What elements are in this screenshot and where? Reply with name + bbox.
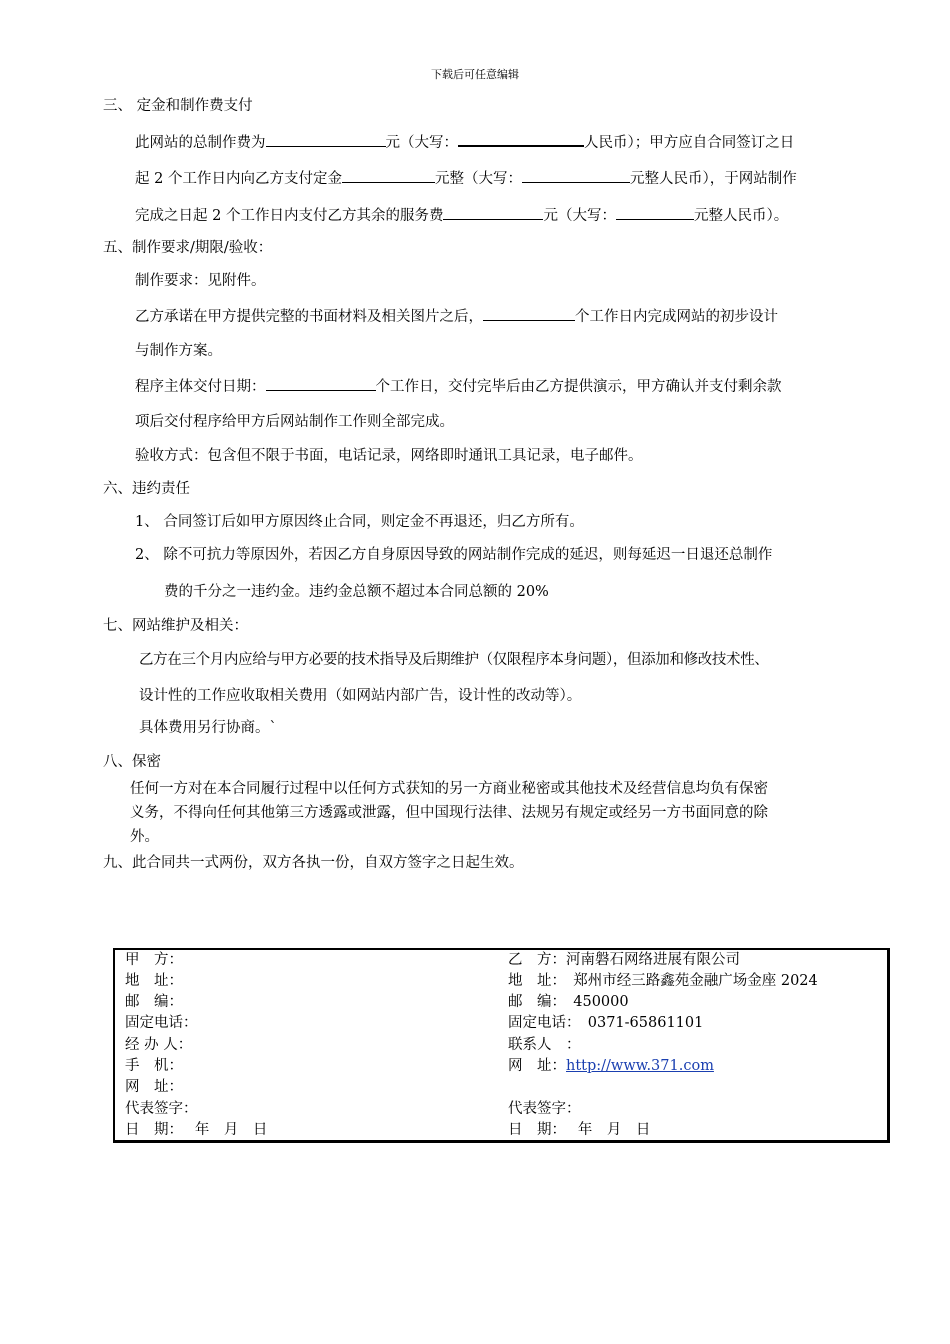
- s3-l3-text-a: 完成之日起 2 个工作日内支付乙方其余的服务费: [135, 208, 444, 224]
- s7-para-3: 具体费用另行协商。`: [139, 720, 277, 736]
- s5-p2-text-b: 个工作日，交付完毕后由乙方提供演示，甲方确认并支付剩余款: [375, 379, 782, 395]
- s5-para-1: [135, 305, 778, 327]
- party-a-date: 日 期： 年 月 日: [125, 1122, 268, 1138]
- design-days-blank: [483, 305, 575, 321]
- s3-l3-text-c: 元整人民币）。: [693, 208, 789, 224]
- delivery-days-blank: [266, 375, 376, 391]
- s3-l2-text-c: 元整人民币），于网站制作: [629, 171, 797, 187]
- party-b-name: 乙 方：河南磐石网络进展有限公司: [508, 952, 740, 968]
- section-9: 九、此合同共一式两份，双方各执一份，自双方签字之日起生效。: [103, 855, 524, 871]
- s6-item-1: 1、 合同签订后如甲方原因终止合同，则定金不再退还，归乙方所有。: [135, 514, 584, 530]
- party-a-name: 甲 方：: [125, 952, 183, 968]
- s5-para-2: [135, 375, 782, 397]
- deposit-blank: [342, 167, 435, 183]
- party-b-website-link[interactable]: http://www.371.com: [566, 1058, 714, 1074]
- s7-para-1: 乙方在三个月内应给与甲方必要的技术指导及后期维护（仅限程序本身问题），但添加和修改技术性、: [139, 652, 769, 668]
- s5-p1-text-a: 乙方承诺在甲方提供完整的书面材料及相关图片之后，: [135, 309, 483, 325]
- party-b-signature: 代表签字：: [508, 1101, 581, 1117]
- s5-acceptance: 验收方式：包含但不限于书面，电话记录，网络即时通讯工具记录，电子邮件。: [135, 448, 643, 464]
- s5-p1-text-b: 个工作日内完成网站的初步设计: [575, 309, 778, 325]
- s7-para-2: 设计性的工作应收取相关费用（如网站内部广告，设计性的改动等）。: [139, 688, 582, 704]
- party-b-phone: 固定电话： 0371-65861101: [508, 1015, 704, 1031]
- party-b-contact: 联系人 ：: [508, 1037, 581, 1053]
- s3-l2-text-b: 元整（大写：: [434, 171, 522, 187]
- party-a-agent: 经 办 人：: [125, 1037, 193, 1053]
- s3-line-1: [135, 130, 794, 153]
- section-6-title: 六、违约责任: [103, 481, 190, 497]
- s5-para-1-cont: 与制作方案。: [135, 343, 222, 359]
- section-5-title: 五、制作要求/期限/验收：: [103, 240, 273, 256]
- remaining-fee-capital-blank: [616, 204, 694, 220]
- party-b-postcode: 邮 编： 450000: [508, 994, 629, 1010]
- party-b-address: 地 址： 郑州市经三路鑫苑金融广场金座 2024: [508, 973, 818, 989]
- s3-l1-text-b: 元（大写：: [385, 135, 458, 151]
- s3-line-3: [135, 204, 788, 226]
- party-a-address: 地 址：: [125, 973, 183, 989]
- total-fee-blank: [266, 131, 386, 147]
- remaining-fee-blank: [443, 204, 543, 220]
- s6-item-2-cont: 费的千分之一违约金。违约金总额不超过本合同总额的 20%: [164, 584, 549, 600]
- party-b-date: 日 期： 年 月 日: [508, 1122, 651, 1138]
- s3-line-2: [135, 167, 797, 189]
- section-7-title: 七、网站维护及相关：: [103, 618, 248, 634]
- s3-l1-text-c: 人民币）；甲方应自合同签订之日: [584, 135, 795, 151]
- party-b-website: [508, 1056, 714, 1076]
- s5-p2-text-a: 程序主体交付日期：: [135, 379, 266, 395]
- party-b-website-label: 网 址：: [508, 1058, 566, 1074]
- s3-l1-text-a: 此网站的总制作费为: [135, 135, 266, 151]
- s8-line-1: 任何一方对在本合同履行过程中以任何方式获知的另一方商业秘密或其他技术及经营信息均负有保密: [130, 781, 768, 797]
- section-3-title: 三、 定金和制作费支付: [103, 98, 253, 114]
- s6-item-2: 2、 除不可抗力等原因外，若因乙方自身原因导致的网站制作完成的延迟，则每延迟一日退还总制作: [135, 547, 773, 563]
- page-header-note: 下载后可任意编辑: [431, 68, 519, 81]
- total-fee-capital-blank: [458, 130, 584, 147]
- party-a-phone: 固定电话：: [125, 1015, 198, 1031]
- s8-line-2: 义务，不得向任何其他第三方透露或泄露，但中国现行法律、法规另有规定或经另一方书面同意的除: [130, 805, 768, 821]
- signature-table: [113, 948, 890, 1143]
- party-a-postcode: 邮 编：: [125, 994, 183, 1010]
- party-a-signature: 代表签字：: [125, 1101, 198, 1117]
- s5-requirements: 制作要求：见附件。: [135, 273, 266, 289]
- section-8-title: 八、保密: [103, 754, 161, 770]
- s3-l2-text-a: 起 2 个工作日内向乙方支付定金: [135, 171, 342, 187]
- s3-l3-text-b: 元（大写：: [543, 208, 616, 224]
- s8-line-3: 外。: [130, 829, 159, 845]
- deposit-capital-blank: [522, 167, 630, 183]
- party-a-website: 网 址：: [125, 1079, 183, 1095]
- s5-para-2-cont: 项后交付程序给甲方后网站制作工作则全部完成。: [135, 414, 454, 430]
- party-a-mobile: 手 机：: [125, 1058, 183, 1074]
